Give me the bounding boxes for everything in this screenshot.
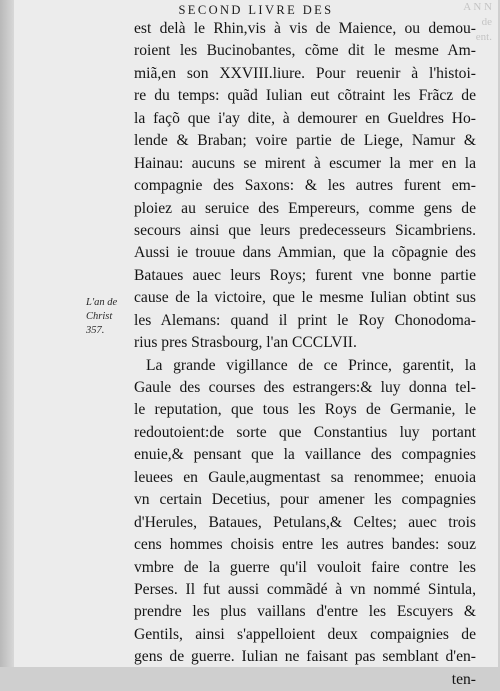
text-line: Perses. Il fut aussi commãdé à vn nommé Sintula, (134, 580, 476, 598)
page-edge (0, 0, 14, 667)
text-line: Hainau: aucuns se mirent à escumer la mer en la (134, 154, 476, 172)
bleed-line: ent. (475, 31, 492, 43)
text-line: la façõ que i'ay dite, à demourer en Gueldres Ho- (134, 109, 476, 127)
margin-note-line: L'an de (86, 297, 118, 308)
text-line: cens hommes choisis entre les autres bandes: souz (134, 536, 476, 554)
text-line: redoutoient:de sorte que Constantius luy portant (134, 423, 476, 441)
text-line: ploiez au seruice des Empereurs, comme gens de (134, 199, 476, 217)
body-text (134, 18, 476, 691)
bleed-line: A N N (463, 1, 492, 13)
margin-note-line: Christ (86, 311, 113, 322)
text-line: est delà le Rhin,vis à vis de Maience, ou demou- (134, 20, 476, 37)
text-line: Bataues auec leurs Roys; furent vne bonne partie (134, 266, 476, 284)
text-line: vmbre de la guerre qu'il vouloit faire contre les (134, 558, 476, 576)
text-line-paragraph-end: rius pres Strasbourg, l'an CCCLVII. (134, 334, 357, 352)
margin-note-line: 357. (86, 325, 105, 336)
text-line: re du temps: quãd Iulian eut cõtraint les Frãcz de (134, 87, 476, 105)
text-line: leuees en Gaule,augmentast sa renommee; enuoia (134, 468, 476, 486)
text-line: d'Herules, Bataues, Petulans,& Celtes; auec trois (134, 513, 476, 531)
text-line: Aussi ie trouue dans Ammian, que la cõpagnie des (134, 244, 476, 262)
text-line-paragraph-start: La grande vigillance de ce Prince, garentit, la (146, 356, 476, 374)
running-head: SECOND LIVRE DES (178, 3, 334, 17)
text-line: gens de guerre. Iulian ne faisant pas semblant d'en- (134, 648, 476, 666)
text-line: le reputation, que tous les Roys de Germanie, le (134, 401, 476, 419)
text-line: compagnie des Saxons: & les autres furent em- (134, 177, 476, 195)
catchword: ten- (451, 670, 476, 688)
bleed-line: de (481, 16, 492, 28)
text-line: vn certain Decetius, pour amener les compagnies (134, 491, 476, 509)
text-line: Gentils, ainsi s'appelloient deux compaignies de (134, 625, 476, 643)
text-line: prendre les plus vaillans d'entre les Escuyers & (134, 603, 476, 621)
text-line: miã,en son XXVIII.liure. Pour reuenir à l'histoi- (134, 64, 476, 82)
text-line: Gaule des courses des estrangers:& luy donna tel- (134, 379, 476, 396)
text-line: roient les Bucinobantes, cõme dit le mesme Am- (134, 42, 476, 60)
text-line: secours ainsi que leurs predecesseurs Sicambriens. (134, 221, 476, 239)
text-line: lende & Braban; voire partie de Liege, Namur & (134, 132, 476, 150)
text-line: enuie,& pensant que la vaillance des compagnies (134, 446, 476, 464)
text-line: cause de la victoire, que le mesme Iulian obtint sus (134, 289, 476, 307)
margin-note (86, 296, 130, 338)
text-line: les Alemans: quand il print le Roy Chonodoma- (134, 311, 476, 329)
book-page (14, 0, 498, 688)
